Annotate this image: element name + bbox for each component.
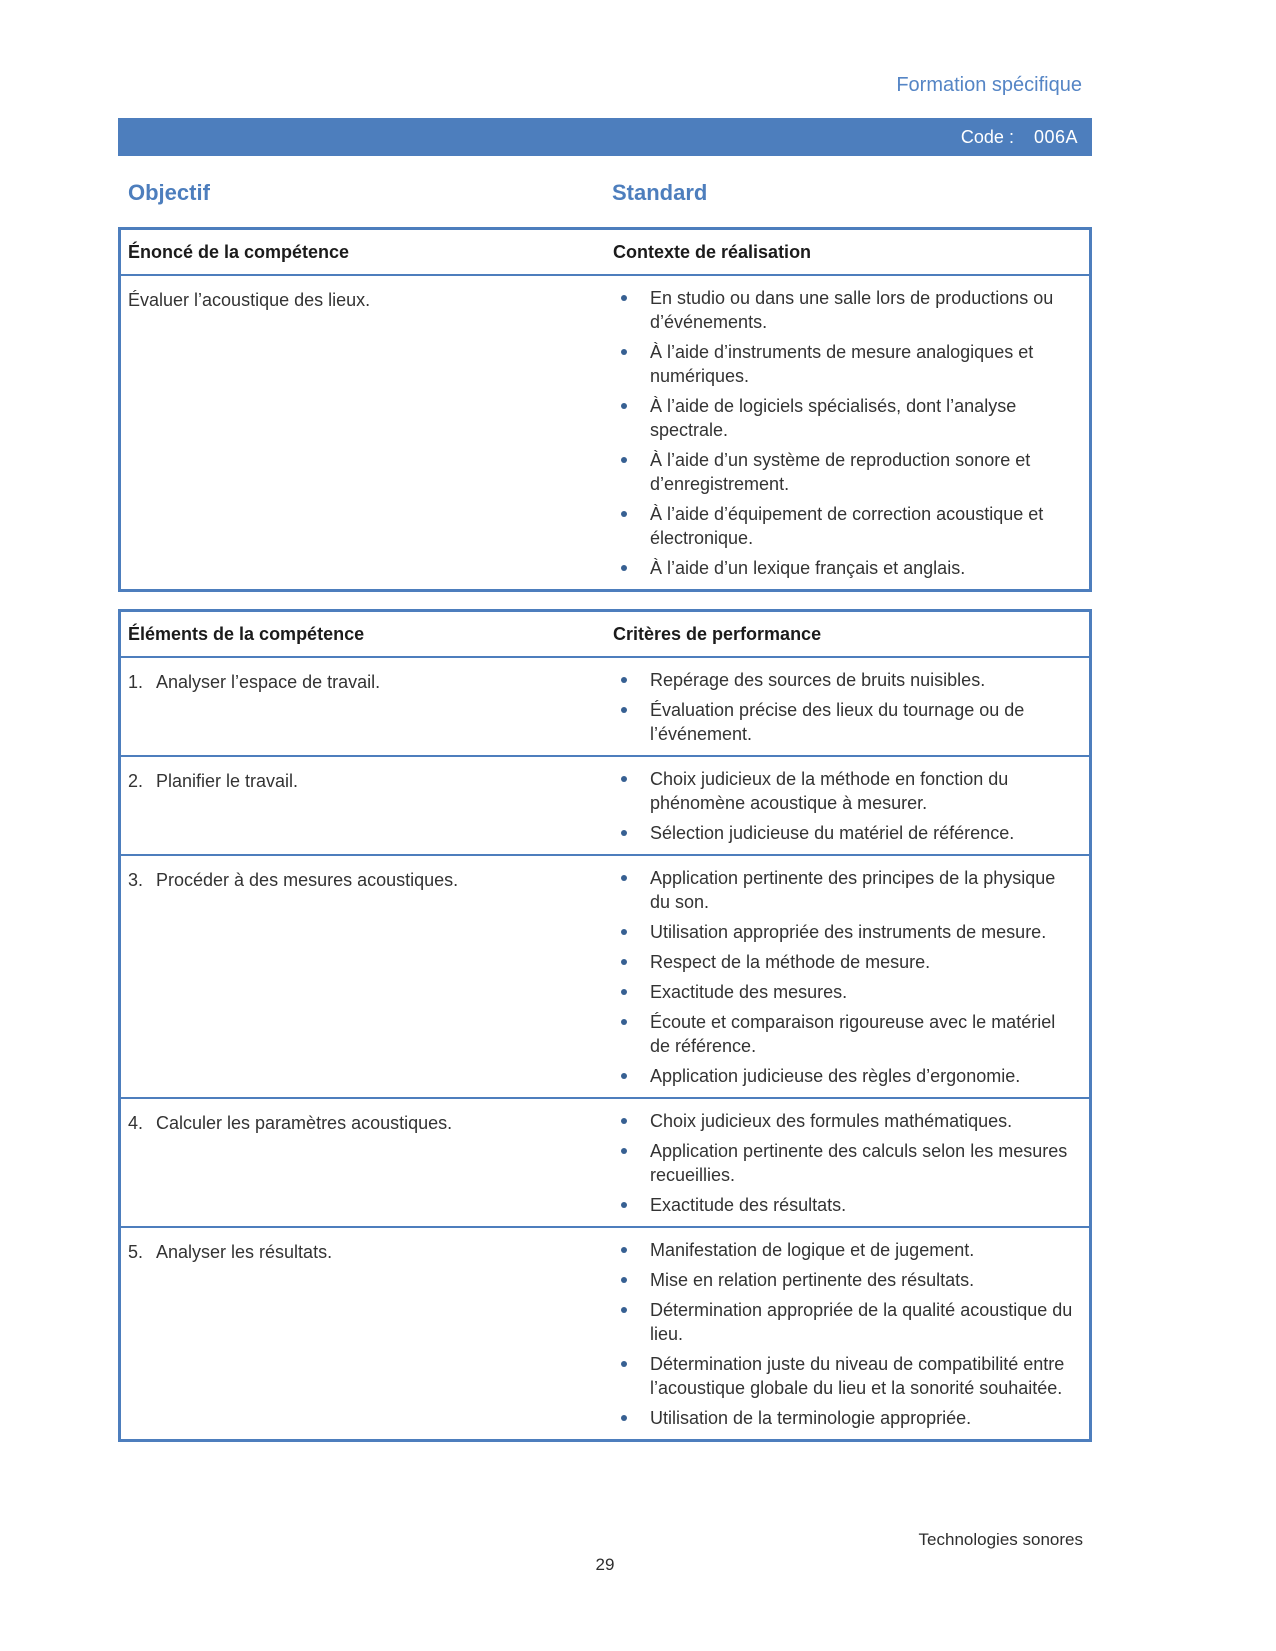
bullet-text: Repérage des sources de bruits nuisibles. <box>650 670 986 690</box>
list-item <box>613 502 1079 550</box>
element-number: 3. <box>128 870 144 890</box>
bullet-text: Mise en relation pertinente des résultats. <box>650 1270 975 1290</box>
criteria-bullet-list <box>602 1099 1089 1226</box>
bullet-icon <box>621 295 627 301</box>
list-item <box>613 767 1079 815</box>
column-header-enonce: Énoncé de la compétence <box>128 242 350 262</box>
bullet-text: Détermination juste du niveau de compatibilité entre l’acoustique globale du lieu et la sonorité souhaitée. <box>650 1354 1065 1398</box>
table-row <box>121 276 1089 589</box>
element-number: 2. <box>128 771 144 791</box>
bullet-text: À l’aide d’un système de reproduction sonore et d’enregistrement. <box>650 450 1031 494</box>
list-item <box>613 1298 1079 1346</box>
element-text: Analyser l’espace de travail. <box>156 672 381 692</box>
bullet-text: Application pertinente des principes de la physique du son. <box>650 868 1056 912</box>
bullet-icon <box>621 1247 627 1253</box>
bullet-text: En studio ou dans une salle lors de productions ou d’événements. <box>650 288 1054 332</box>
table-row-3 <box>121 854 1089 1097</box>
bullet-icon <box>621 1073 627 1079</box>
element-number: 4. <box>128 1113 144 1133</box>
bullet-text: Utilisation appropriée des instruments de mesure. <box>650 922 1047 942</box>
list-item <box>613 394 1079 442</box>
column-header-contexte: Contexte de réalisation <box>613 242 812 262</box>
code-label: Code : <box>960 126 1014 147</box>
list-item <box>613 1064 1079 1088</box>
list-item <box>613 1139 1079 1187</box>
bullet-icon <box>621 349 627 355</box>
bullet-icon <box>621 875 627 881</box>
list-item <box>613 668 1079 692</box>
bullet-icon <box>621 677 627 683</box>
bullet-text: Exactitude des résultats. <box>650 1195 847 1215</box>
bullet-icon <box>621 989 627 995</box>
list-item <box>613 1010 1079 1058</box>
bullet-icon <box>621 1202 627 1208</box>
element-cell <box>121 1228 602 1439</box>
bullet-icon <box>621 707 627 713</box>
bullet-text: À l’aide de logiciels spécialisés, dont l’analyse spectrale. <box>650 396 1017 440</box>
criteria-bullet-list <box>602 1228 1089 1439</box>
code-value: 006A <box>1033 126 1078 147</box>
list-item <box>613 556 1079 580</box>
bullet-text: Sélection judicieuse du matériel de référence. <box>650 823 1015 843</box>
bullet-icon <box>621 565 627 571</box>
footer-program-name: Technologies sonores <box>918 1530 1083 1549</box>
elements-table <box>118 609 1092 1442</box>
code-banner <box>118 118 1092 156</box>
criteria-bullet-list <box>602 757 1089 854</box>
bullet-text: À l’aide d’un lexique français et anglais. <box>650 558 966 578</box>
column-header-criteres: Critères de performance <box>613 624 822 644</box>
bullet-text: Manifestation de logique et de jugement. <box>650 1240 975 1260</box>
list-item <box>613 340 1079 388</box>
table-row-1 <box>121 658 1089 755</box>
bullet-text: Application judicieuse des règles d’ergonomie. <box>650 1066 1021 1086</box>
list-item <box>613 1268 1079 1292</box>
bullet-text: Respect de la méthode de mesure. <box>650 952 931 972</box>
criteria-bullet-list <box>602 856 1089 1097</box>
bullet-icon <box>621 1361 627 1367</box>
bullet-text: Choix judicieux de la méthode en fonction du phénomène acoustique à mesurer. <box>650 769 1009 813</box>
bullet-icon <box>621 1148 627 1154</box>
bullet-icon <box>621 1415 627 1421</box>
bullet-icon <box>621 1307 627 1313</box>
bullet-icon <box>621 403 627 409</box>
list-item <box>613 1352 1079 1400</box>
section-label: Formation spécifique <box>896 74 1082 96</box>
competence-statement-cell <box>121 276 602 589</box>
bullet-icon <box>621 511 627 517</box>
competence-table-header <box>121 230 1089 276</box>
bullet-text: À l’aide d’équipement de correction acoustique et électronique. <box>650 504 1044 548</box>
bullet-text: Détermination appropriée de la qualité acoustique du lieu. <box>650 1300 1073 1344</box>
section-headings <box>118 181 1092 205</box>
bullet-icon <box>621 830 627 836</box>
element-text: Analyser les résultats. <box>156 1242 333 1262</box>
competence-statement: Évaluer l’acoustique des lieux. <box>128 290 371 310</box>
bullet-icon <box>621 776 627 782</box>
table-row-4 <box>121 1097 1089 1226</box>
list-item <box>613 698 1079 746</box>
list-item <box>613 920 1079 944</box>
page-content <box>118 0 1092 1442</box>
bullet-text: À l’aide d’instruments de mesure analogiques et numériques. <box>650 342 1034 386</box>
standard-heading: Standard <box>612 180 708 205</box>
element-number: 5. <box>128 1242 144 1262</box>
bullet-text: Choix judicieux des formules mathématiques. <box>650 1111 1013 1131</box>
list-item <box>613 1238 1079 1262</box>
elements-table-header <box>121 612 1089 658</box>
bullet-text: Évaluation précise des lieux du tournage ou de l’événement. <box>650 700 1025 744</box>
bullet-text: Écoute et comparaison rigoureuse avec le matériel de référence. <box>650 1012 1056 1056</box>
list-item <box>613 286 1079 334</box>
list-item <box>613 980 1079 1004</box>
element-cell <box>121 856 602 1097</box>
list-item <box>613 448 1079 496</box>
context-bullet-list <box>602 276 1089 589</box>
list-item <box>613 821 1079 845</box>
column-header-elements: Éléments de la compétence <box>128 624 365 644</box>
element-cell <box>121 658 602 755</box>
bullet-icon <box>621 1019 627 1025</box>
element-text: Procéder à des mesures acoustiques. <box>156 870 459 890</box>
bullet-text: Application pertinente des calculs selon les mesures recueillies. <box>650 1141 1068 1185</box>
list-item <box>613 1406 1079 1430</box>
bullet-text: Exactitude des mesures. <box>650 982 848 1002</box>
element-text: Planifier le travail. <box>156 771 299 791</box>
table-row-2 <box>121 755 1089 854</box>
bullet-icon <box>621 929 627 935</box>
element-text: Calculer les paramètres acoustiques. <box>156 1113 453 1133</box>
list-item <box>613 1109 1079 1133</box>
bullet-icon <box>621 457 627 463</box>
list-item <box>613 1193 1079 1217</box>
list-item <box>613 950 1079 974</box>
element-cell <box>121 1099 602 1226</box>
page-number: 29 <box>595 1555 615 1574</box>
element-number: 1. <box>128 672 144 692</box>
element-cell <box>121 757 602 854</box>
bullet-icon <box>621 1277 627 1283</box>
table-row-5 <box>121 1226 1089 1439</box>
competence-table <box>118 227 1092 592</box>
criteria-bullet-list <box>602 658 1089 755</box>
bullet-icon <box>621 959 627 965</box>
bullet-icon <box>621 1118 627 1124</box>
bullet-text: Utilisation de la terminologie appropriée. <box>650 1408 972 1428</box>
list-item <box>613 866 1079 914</box>
objectif-heading: Objectif <box>128 180 210 205</box>
